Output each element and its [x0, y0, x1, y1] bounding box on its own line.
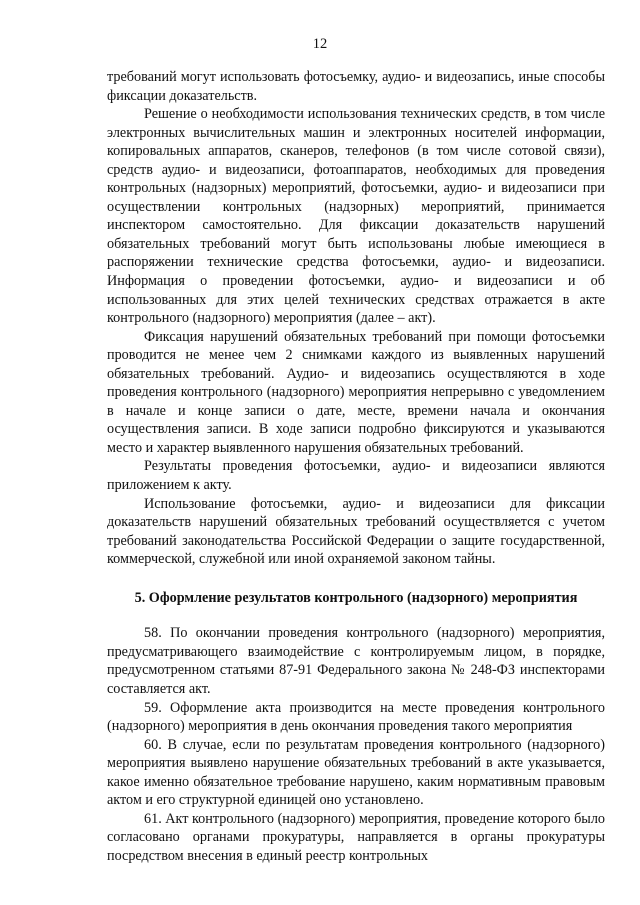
- document-body: [107, 68, 605, 865]
- paragraph-secrecy: Использование фотосъемки, аудио- и видеозаписи для фиксации доказательств нарушений обязательных требований осуществляется с учетом требований законодательства Российской Федерации о защите государственной, коммерческой, служебной или иной охраняемой законом тайны.: [107, 495, 605, 568]
- paragraph-61: 61. Акт контрольного (надзорного) мероприятия, проведение которого было согласовано органами прокуратуры, направляется в органы прокуратуры посредством внесения в единый реестр контрольных: [107, 810, 605, 864]
- paragraph-photo-fixation: Фиксация нарушений обязательных требований при помощи фотосъемки проводится не менее чем 2 снимками каждого из выявленных нарушений обязательных требований. Аудио- и видеозапись осуществляются в ходе проведения контрольного (надзорного) мероприятия непрерывно с уведомлением в начале и конце записи о дате, месте, времени начала и окончания осуществления записи. В ходе записи подробно фиксируются и указываются место и характер выявленного нарушения обязательных требований.: [107, 328, 605, 456]
- paragraph-results-appendix: Результаты проведения фотосъемки, аудио- и видеозаписи являются приложением к акту.: [107, 458, 605, 494]
- page-number: 12: [312, 36, 328, 52]
- paragraph-technical-means: Решение о необходимости использования технических средств, в том числе электронных вычислительных машин и электронных носителей информации, копировальных аппаратов, сканеров, телефонов (в том числе сотовой связи), средств аудио- и видеозаписи, фотоаппаратов, необходимых для проведения контрольных (надзорных) мероприятий, фотосъемки, аудио- и видеозаписи при осуществлении контрольных (надзорных) мероприятий, принимается инспектором самостоятельно. Для фиксации доказательств нарушений обязательных требований могут быть использованы любые имеющиеся в распоряжении технические средства фотосъемки, аудио- и видеозаписи. Информация о проведении фотосъемки, аудио- и видеозаписи и об использованных для этих целей технических средствах отражается в акте контрольного (надзорного) мероприятия (далее – акт).: [107, 106, 605, 327]
- paragraph-60: 60. В случае, если по результатам проведения контрольного (надзорного) мероприятия выявлено нарушение обязательных требований в акте указывается, какое именно обязательное требование нарушено, каким нормативным правовым актом и его структурной единицей оно установлено.: [107, 736, 605, 809]
- paragraph-59: 59. Оформление акта производится на месте проведения контрольного (надзорного) мероприятия в день окончания проведения такого мероприятия: [107, 699, 605, 735]
- paragraph-58: 58. По окончании проведения контрольного (надзорного) мероприятия, предусматривающего взаимодействие с контролируемым лицом, в порядке, предусмотренном статьями 87-91 Федерального закона № 248-ФЗ инспекторами составляется акт.: [107, 625, 605, 697]
- section-heading: 5. Оформление результатов контрольного (надзорного) мероприятия: [134, 589, 578, 606]
- paragraph-continuation: требований могут использовать фотосъемку, аудио- и видеозапись, иные способы фиксации доказательств.: [107, 69, 605, 104]
